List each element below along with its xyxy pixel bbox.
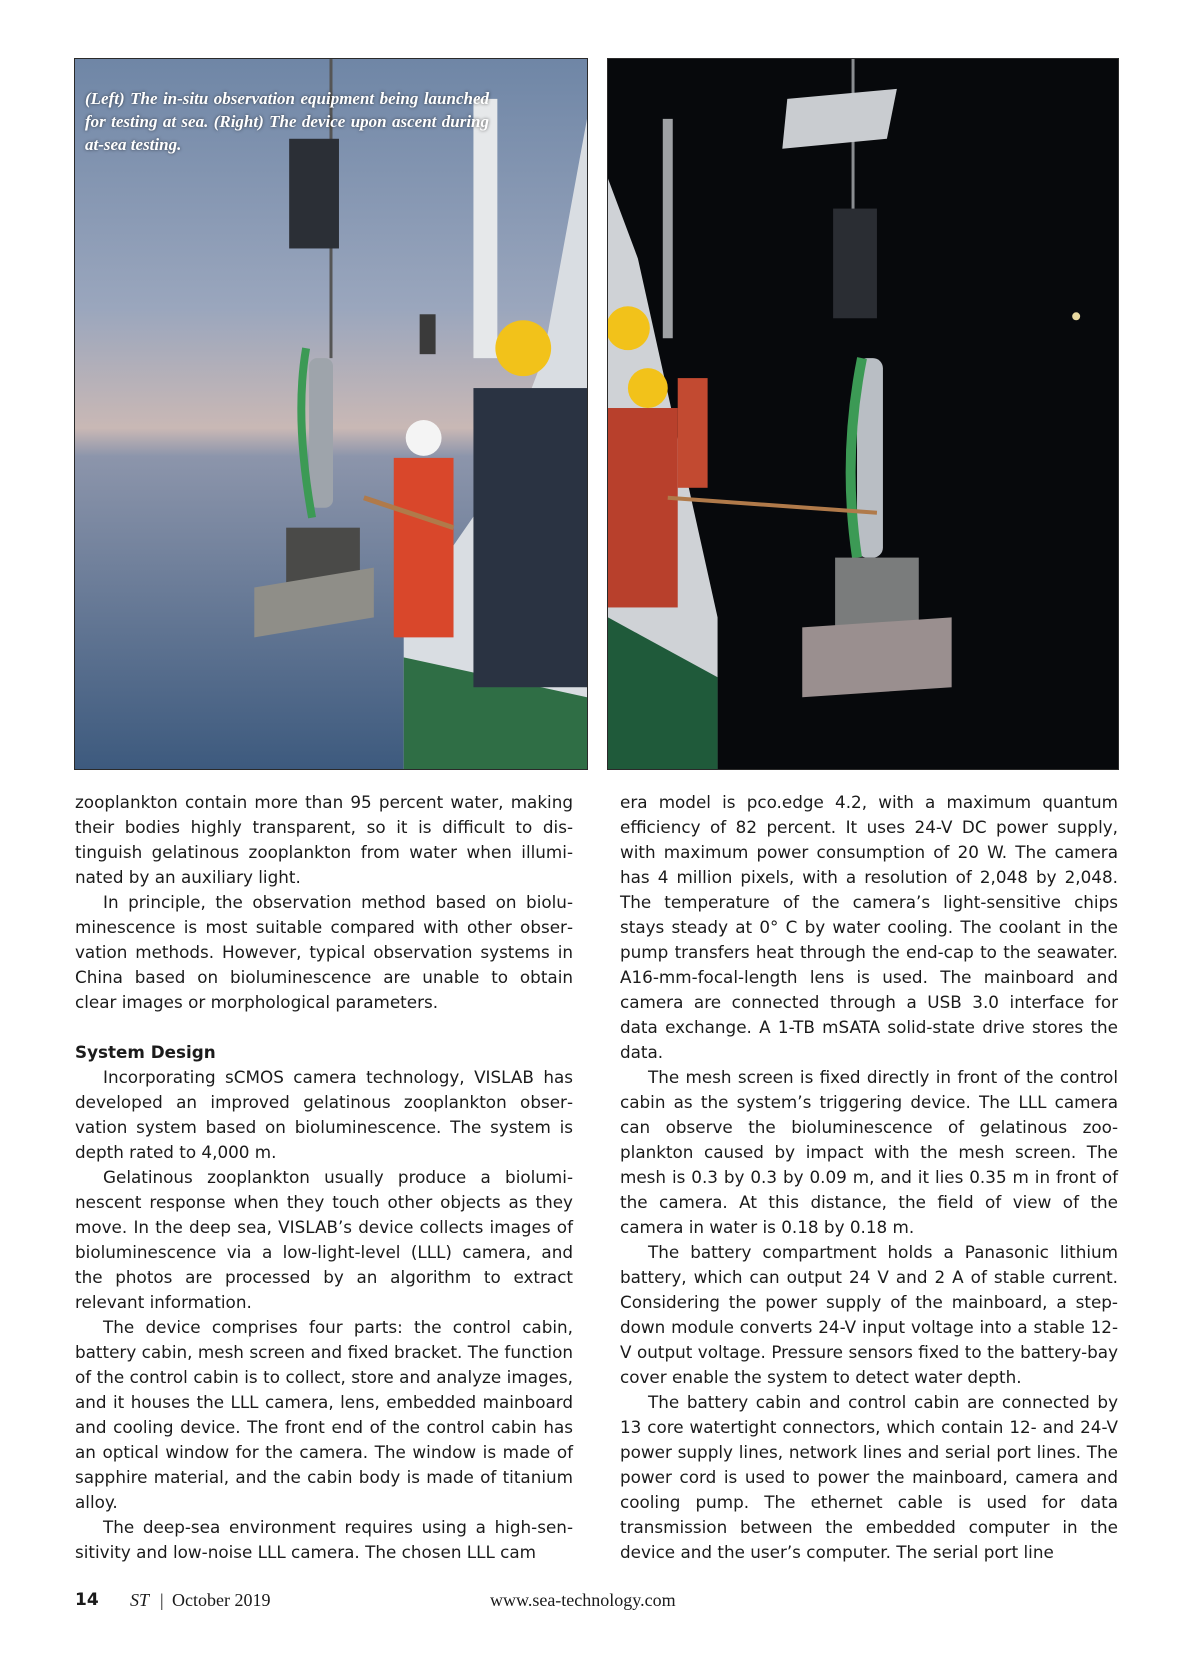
photo-launch-daytime [74,58,588,770]
paragraph: era model is pco.edge 4.2, with a maximum quantum efficiency of 82 percent. It uses 24-V DC power supply, with maximum power consumption of 20 W. The camera has 4 million pixels, with a resolution of 2,048 by 2,048. The temperature of the camera’s light-sensitive chips stays steady at 0° C by water cooling. The coolant in the pump transfers heat through the end-cap to the seawater. A16-mm-focal-length lens is used. The mainboard and camera are connected through a USB 3.0 interface for data exchange. A 1-TB mSATA solid-state drive stores the data. [620,792,1118,1062]
paragraph: The deep-sea environment requires using a high-sensitivity and low-noise LLL camera. The chosen LLL cam [75,1517,573,1562]
website-url: www.sea-technology.com [490,1590,676,1610]
paragraph: The device comprises four parts: the control cabin, battery cabin, mesh screen and fixed bracket. The function of the control cabin is to collect, store and analyze images, and it houses the LLL camera, lens, embedded mainboard and cooling device. The front end of the control cabin has an optical window for the camera. The window is made of sapphire material, and the cabin body is made of titanium alloy. [75,1317,573,1512]
magazine-name: ST [130,1590,150,1610]
paragraph: The battery compartment holds a Panasonic lithium battery, which can output 24 V and 2 A of stable current. Considering the power supply of the mainboard, a step-down module converts 24-V input voltage into a stable 12-V output voltage. Pressure sensors fixed to the battery-bay cover enable the system to detect water depth. [620,1242,1118,1387]
section-heading: System Design [75,1042,216,1062]
page-number: 14 [75,1590,99,1610]
photo-caption: (Left) The in-situ observation equipment being launched for testing at sea. (Right) The device upon ascent during at-sea testing. [85,89,489,154]
photo-ascent-night [607,58,1119,770]
paragraph: The mesh screen is fixed directly in front of the control cabin as the system’s triggering device. The LLL camera can observe the bioluminescence of gelatinous zooplankton caused by impact with the mesh screen. The mesh is 0.3 by 0.3 by 0.09 m, and it lies 0.35 m in front of the camera. At this distance, the field of view of the camera in water is 0.18 by 0.18 m. [620,1067,1118,1237]
article-column-right [620,790,1118,1565]
paragraph: In principle, the observation method based on bioluminescence is most suitable compared with other observation methods. However, typical observation systems in China based on bioluminescence are unable to obtain clear images or morphological parameters. [75,892,573,1012]
issue-date: October 2019 [172,1590,271,1610]
launch-photo-image [75,59,587,769]
article-column-left [75,790,573,1565]
footer-separator: | [160,1590,164,1610]
paragraph: The battery cabin and control cabin are connected by 13 core watertight connectors, which contain 12- and 24-V power supply lines, network lines and serial port lines. The power cord is used to power the mainboard, camera and cooling pump. The ethernet cable is used for data transmission between the embedded computer in the device and the user’s computer. The serial port line [620,1392,1118,1562]
paragraph: Gelatinous zooplankton usually produce a bioluminescent response when they touch other objects as they move. In the deep sea, VISLAB’s device collects images of bioluminescence via a low-light-level (LLL) camera, and the photos are processed by an algorithm to extract relevant information. [75,1167,573,1312]
paragraph: zooplankton contain more than 95 percent water, making their bodies highly transparent, so it is difficult to distinguish gelatinous zooplankton from water when illuminated by an auxiliary light. [75,792,573,887]
page-footer [75,1590,1125,1614]
paragraph: Incorporating sCMOS camera technology, VISLAB has developed an improved gelatinous zooplankton observation system based on bioluminescence. The system is depth rated to 4,000 m. [75,1067,573,1162]
ascent-photo-image [608,59,1118,769]
